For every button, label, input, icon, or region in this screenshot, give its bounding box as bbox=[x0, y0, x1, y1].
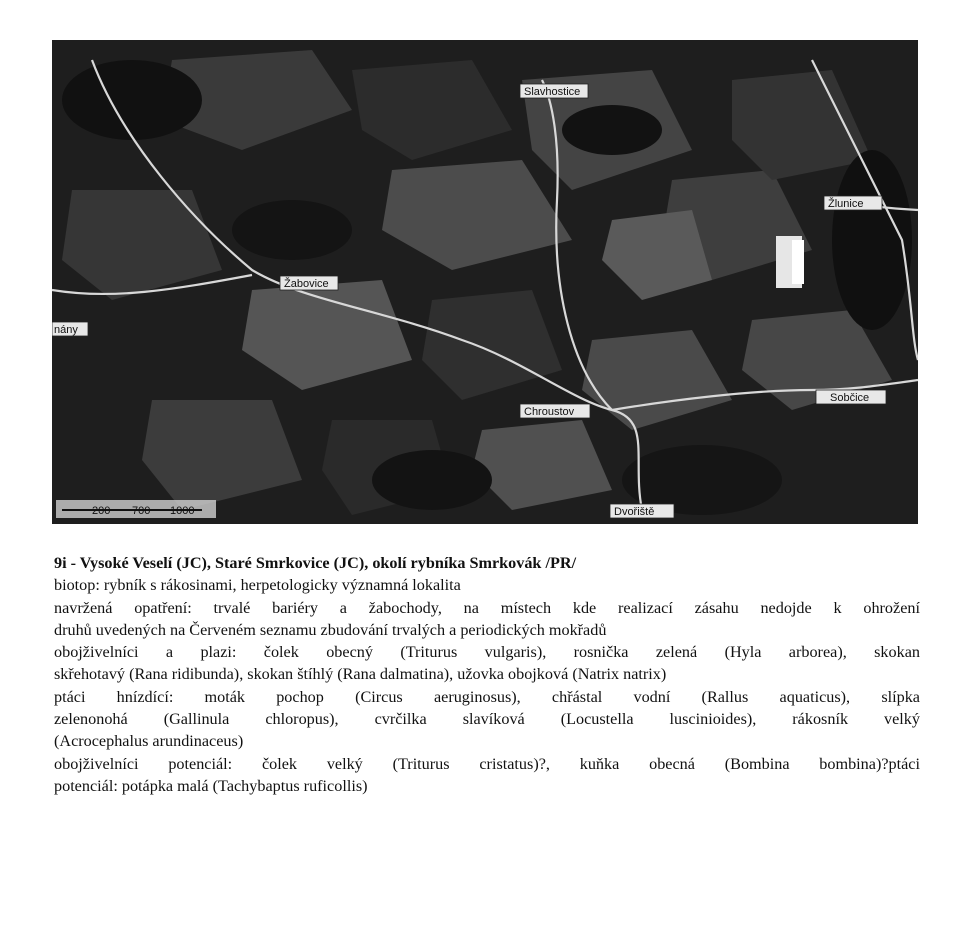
locality-description bbox=[54, 552, 920, 797]
birds-line-1: ptáci hnízdící: moták pochop (Circus aeruginosus), chřástal vodní (Rallus aquaticus), slípka bbox=[54, 687, 920, 706]
locality-title: 9i - Vysoké Veselí (JC), Staré Smrkovice (JC), okolí rybníka Smrkovák /PR/ bbox=[54, 554, 577, 572]
scale-bar bbox=[56, 500, 216, 518]
scale-label-c: 1000 bbox=[170, 505, 195, 517]
satellite-map bbox=[52, 40, 918, 524]
potential-line-2: potenciál: potápka malá (Tachybaptus ruficollis) bbox=[54, 776, 368, 795]
birds-line-2: zelenonohá (Gallinula chloropus), cvrčilka slavíková (Locustella luscinioides), rákosník velký bbox=[54, 710, 920, 729]
label-mnany: nány bbox=[54, 324, 78, 336]
biotop-line: biotop: rybník s rákosinami, herpetologicky významná lokalita bbox=[54, 576, 461, 595]
label-slavhostice: Slavhostice bbox=[524, 86, 581, 98]
amphibians-line-2: skřehotavý (Rana ridibunda), skokan štíhlý (Rana dalmatina), užovka obojková (Natrix natrix) bbox=[54, 665, 667, 684]
label-zabovice: Žabovice bbox=[284, 278, 329, 290]
scale-label-b: 700 bbox=[132, 505, 151, 517]
label-dvoriste: Dvořiště bbox=[614, 506, 655, 518]
measures-line-1: navržená opatření: trvalé bariéry a žabochody, na místech kde realizací zásahu nedojde k ohrožení bbox=[54, 598, 920, 617]
scale-label-a: 200 bbox=[92, 505, 111, 517]
label-chroustov: Chroustov bbox=[524, 406, 575, 418]
potential-line-1: obojživelníci potenciál: čolek velký (Triturus cristatus)?, kuňka obecná (Bombina bombina)?ptáci bbox=[54, 754, 920, 773]
amphibians-line-1: obojživelníci a plazi: čolek obecný (Triturus vulgaris), rosnička zelená (Hyla arborea), skokan bbox=[54, 643, 920, 662]
birds-line-3: (Acrocephalus arundinaceus) bbox=[54, 732, 244, 751]
label-sobcice: Sobčice bbox=[830, 392, 870, 404]
measures-line-2: druhů uvedených na Červeném seznamu zbudování trvalých a periodických mokřadů bbox=[54, 620, 607, 639]
label-zlunice: Žlunice bbox=[828, 198, 864, 210]
